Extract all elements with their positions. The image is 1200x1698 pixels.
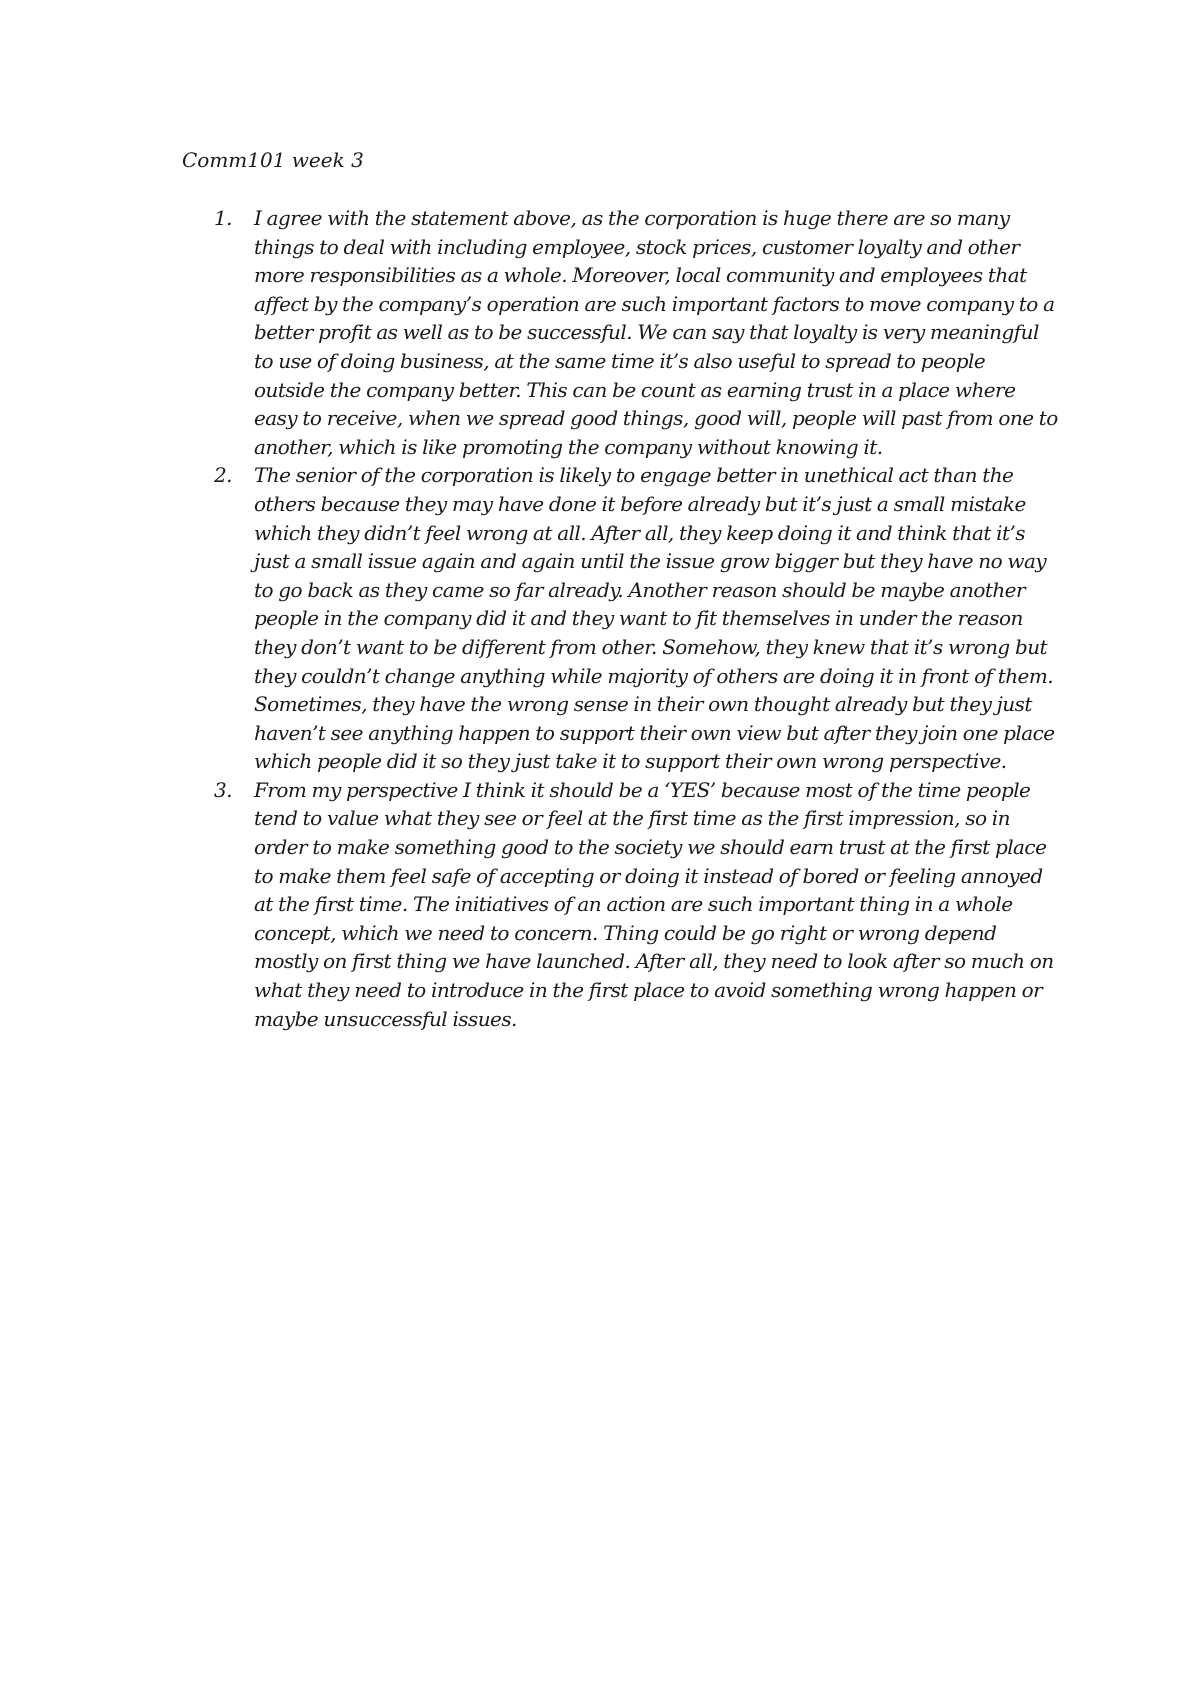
document-title: Comm101 week 3 bbox=[182, 148, 364, 172]
answer-text-1: I agree with the statement above, as the corporation is huge there are so many things to deal with including employee, stock prices, customer loyalty and other more responsibilities as a whole. Moreover, local community and employees that affect by the company’s operation are such important factors to move company to a better profit as well as to be successful. We can say that loyalty is very meaningful to use of doing business, at the same time it’s also useful to spread to people outside the company better. This can be count as earning trust in a place where easy to receive, when we spread good things, good will, people will past from one to another, which is like promoting the company without knowing it. bbox=[254, 206, 1058, 459]
answer-number-3: 3. bbox=[214, 777, 232, 802]
answer-text-3: From my perspective I think it should be a ‘YES’ because most of the time people tend to value what they see or feel at the first time as the first impression, so in order to make something good to the society we should earn trust at the first place to make them feel safe of accepting or doing it instead of bored or feeling annoyed at the first time. The initiatives of an action are such important thing in a whole concept, which we need to concern. Thing could be go right or wrong depend mostly on first thing we have launched. After all, they need to look after so much on what they need to introduce in the first place to avoid something wrong happen or maybe unsuccessful issues. bbox=[254, 777, 1054, 1031]
answer-number-2: 2. bbox=[214, 463, 232, 488]
answer-text-2: The senior of the corporation is likely to engage better in unethical act than the others because they may have done it before already but it’s just a small mistake which they didn’t feel wrong at all. After all, they keep doing it and think that it’s just a small issue again and again until the issue grow bigger but they have no way to go back as they came so far already. Another reason should be maybe another people in the company did it and they want to fit themselves in under the reason they don’t want to be different from other. Somehow, they knew that it’s wrong but they couldn’t change anything while majority of others are doing it in front of them. Sometimes, they have the wrong sense in their own thought already but they just haven’t see anything happen to support their own view but after they join one place which people did it so they just take it to support their own wrong perspective. bbox=[254, 463, 1055, 774]
answer-number-1: 1. bbox=[214, 206, 232, 230]
answer-list bbox=[214, 204, 1058, 1033]
answer-item-1 bbox=[214, 204, 1058, 461]
answer-item-2 bbox=[214, 461, 1058, 776]
answer-item-3 bbox=[214, 776, 1058, 1033]
